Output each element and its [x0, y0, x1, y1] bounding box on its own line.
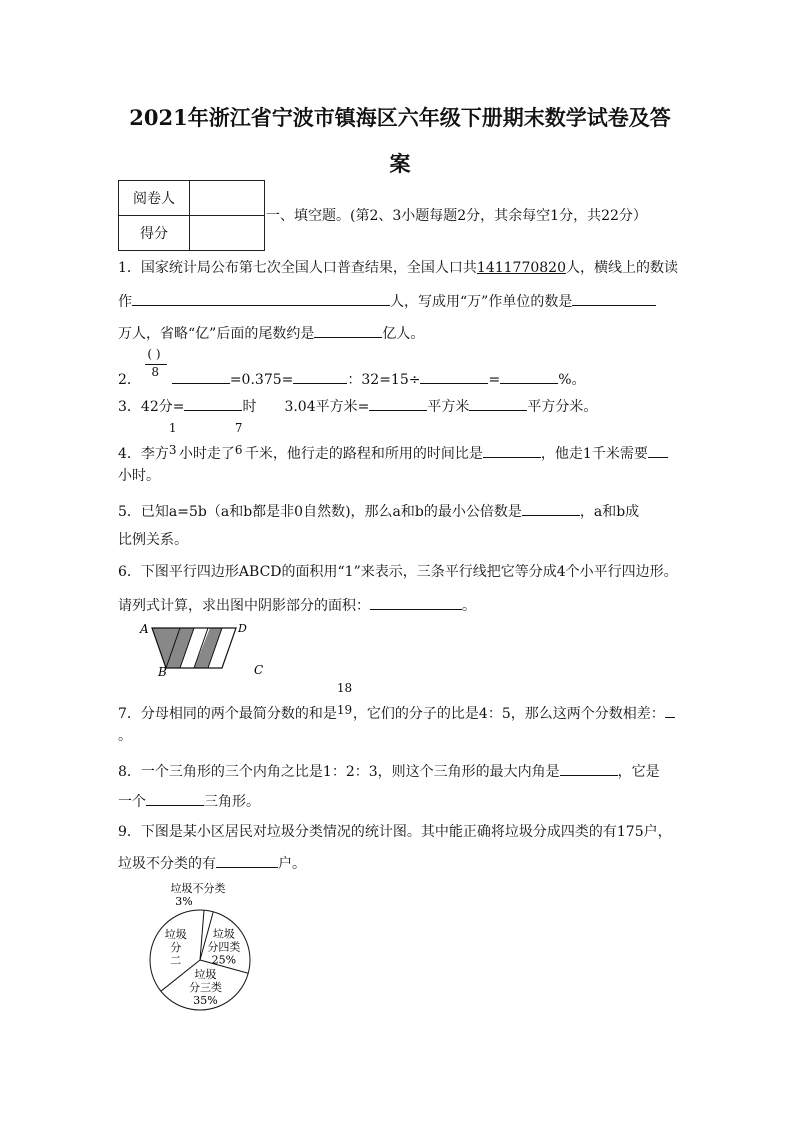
- question-8-line1: 8．一个三角形的三个内角之比是1：2：3，则这个三角形的最大内角是 ，它是: [118, 760, 660, 782]
- answer-blank: [648, 442, 668, 458]
- fraction: 18 19: [336, 681, 353, 717]
- answer-blank: [665, 702, 675, 718]
- question-1-line2: 作 人，写成用“万”作单位的数是: [118, 290, 656, 312]
- question-5-line1: 5．已知a=5b（a和b都是非0自然数)，那么a和b的最小公倍数是 ，a和b成: [118, 500, 639, 522]
- slice-label: 分四类: [207, 940, 241, 954]
- fraction: 1 3: [168, 421, 177, 457]
- answer-blank: [469, 395, 527, 411]
- answer-blank: [146, 790, 204, 806]
- answer-blank: [572, 290, 656, 306]
- question-9-line2: 垃圾不分类的有 户。: [118, 852, 306, 874]
- slice-label: 垃圾: [212, 927, 235, 941]
- slice-value-label: 3%: [175, 895, 193, 908]
- answer-blank: [420, 368, 488, 384]
- answer-blank: [369, 395, 427, 411]
- score-blank: [190, 216, 265, 251]
- question-2: 2． $\frac{( )}{8}$ =0.375= ：32=15÷ = %。: [118, 347, 586, 388]
- answer-blank: [184, 395, 242, 411]
- score-label: 得分: [119, 216, 190, 251]
- waste-sorting-pie-chart: [140, 880, 270, 1020]
- reviewer-label: 阅卷人: [119, 181, 190, 216]
- answer-blank: [293, 368, 347, 384]
- parallelogram-figure: [136, 618, 266, 678]
- question-6-line1: 6．下图平行四边形ABCD的面积用“1”来表示，三条平行线把它等分成4个小平行四边形。: [118, 564, 678, 580]
- question-1-line1: 1．国家统计局公布第七次全国人口普查结果，全国人口共1411770820人，横线上的数读: [118, 260, 678, 276]
- question-9-line1: 9．下图是某小区居民对垃圾分类情况的统计图。其中能正确将垃圾分成四类的有175户，: [118, 824, 672, 840]
- vertex-label-b: B: [158, 665, 167, 678]
- document-title: 2021年浙江省宁波市镇海区六年级下册期末数学试卷及答: [129, 105, 671, 130]
- vertex-label-d: D: [238, 622, 247, 635]
- slice-value-label: 25%: [211, 953, 237, 967]
- slice-label: 分三类: [189, 980, 223, 994]
- question-8-line2: 一个 三角形。: [118, 790, 260, 812]
- answer-blank: [500, 368, 558, 384]
- question-4-line2: 小时。: [118, 468, 160, 484]
- vertex-label-c: C: [254, 663, 264, 677]
- slice-label: 垃圾: [164, 928, 187, 942]
- document-title-continued: 案: [389, 151, 411, 176]
- question-6-line2: 请列式计算，求出图中阴影部分的面积： 。: [118, 594, 476, 616]
- question-5-line2: 比例关系。: [118, 532, 188, 548]
- shaded-region: [194, 628, 222, 668]
- question-1-line3: 万人，省略“亿”后面的尾数约是 亿人。: [118, 322, 424, 344]
- question-4-line1: 4．李方 1 3 小时走了 7 6 千米，他行走的路程和所用的时间比是 ，他走1千米需要: [118, 442, 668, 464]
- score-table: [118, 180, 265, 251]
- section-heading: 一、填空题。(第2、3小题每题2分，其余每空1分，共22分）: [266, 208, 647, 224]
- answer-blank: [483, 442, 541, 458]
- question-3: 3．42分= 时 3.04平方米= 平方米 平方分米。: [118, 395, 597, 417]
- answer-blank: [172, 368, 230, 384]
- vertex-label-a: A: [140, 622, 149, 636]
- slice-label: 二: [170, 954, 182, 968]
- fraction: 7 6: [234, 421, 243, 457]
- question-7-line2: 。: [118, 728, 132, 744]
- question-7-line1: 7．分母相同的两个最简分数的和是 18 19 ，它们的分子的比是4：5，那么这两个分数相差：: [118, 702, 675, 724]
- reviewer-blank: [190, 181, 265, 216]
- slice-label: 垃圾: [194, 967, 217, 981]
- answer-blank: [216, 852, 278, 868]
- answer-blank: [522, 500, 580, 516]
- slice-label: 分: [170, 941, 182, 955]
- answer-blank: [132, 290, 390, 306]
- slice-value-label: 35%: [193, 993, 218, 1007]
- answer-blank: [314, 322, 382, 338]
- answer-blank: [370, 594, 462, 610]
- answer-blank: [560, 760, 618, 776]
- slice-label: 垃圾不分类: [170, 882, 226, 895]
